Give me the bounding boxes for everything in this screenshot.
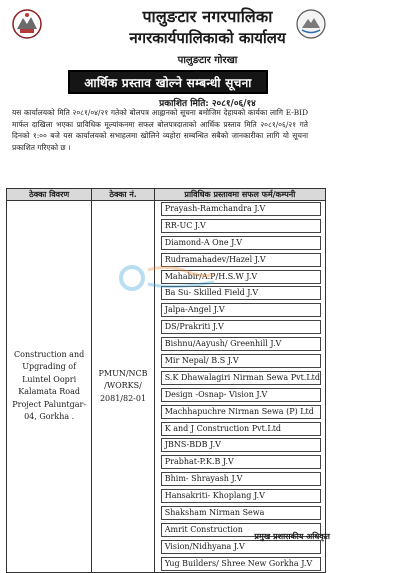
list-item: Ba Su- Skilled Field J.V: [161, 286, 321, 300]
list-item: K and J Construction Pvt.Ltd: [161, 422, 321, 436]
office-location: पालुङटार गोरखा: [177, 55, 238, 66]
header-contract-no: ठेक्का नं.: [92, 189, 154, 201]
list-item: JBNS-BDB J.V: [161, 438, 321, 452]
header-description: ठेक्का विवरण: [7, 189, 92, 201]
list-item: Machhapuchre Nirman Sewa (P) Ltd: [161, 405, 321, 419]
notice-heading: आर्थिक प्रस्ताव खोल्ने सम्बन्धी सूचना: [68, 70, 268, 94]
list-item: RR-UC J.V: [161, 219, 321, 233]
contract-number: PMUN/NCB /WORKS/ 2081/82-01: [92, 201, 154, 573]
list-item: Amrit Construction: [161, 523, 321, 537]
list-item: Mahabir/A.P/H.S.W J.V: [161, 270, 321, 284]
table-header-row: [7, 189, 326, 201]
list-item: Rudramahadev/Hazel J.V: [161, 253, 321, 267]
table-row: [7, 201, 326, 573]
list-item: Bishnu/Aayush/ Greenhill J.V: [161, 337, 321, 351]
notice-body: यस कार्यालयको मिति २०८१/०४/२१ गतेको बोलपत्र आह्वानको सूचना बमोजिम देहायको कार्यका लागि E-BID मार्फत दाखिला भएका प्राविधिक मूल्यांकनमा सफल बोलपत्रदाताको आर्थिक प्रस्ताव मिति २०८१/०६/२१ गते दिनको १:०० बजे यस कार्यालयको सभाहलमा खोलिने व्यहोरा सम्बन्धित सबैको जानकारीका लागि यो सूचना प्रकाशित गरिएको छ ।: [12, 108, 308, 152]
published-date: प्रकाशित मिति: २०८१/०६/१४: [159, 99, 256, 109]
list-item: Design -Osnap- Vision J.V: [161, 388, 321, 402]
list-item: Prayash-Ramchandra J.V: [161, 202, 321, 216]
list-item: Vision/Nidhyana J.V: [161, 540, 321, 554]
municipality-title: पालुङटार नगरपालिका: [142, 7, 273, 26]
list-item: DS/Prakriti J.V: [161, 320, 321, 334]
signatory: प्रमुख प्रशासकीय अधिकृत: [254, 531, 330, 541]
list-item: S.K Dhawalagiri Nirman Sewa Pvt.Ltd: [161, 371, 321, 385]
list-item: Diamond-A One J.V: [161, 236, 321, 250]
firm-list: [154, 201, 325, 573]
contract-description: Construction and Upgrading of Luintel Oopri Kalamata Road Project Paluntgar-04, Gorkha .: [7, 201, 92, 573]
list-item: Bhim- Shrayash J.V: [161, 472, 321, 486]
office-title: नगरकार्यपालिकाको कार्यालय: [129, 29, 286, 47]
list-item: Hansakriti- Khoplang J.V: [161, 489, 321, 503]
list-item: Prabhat-P.K.B J.V: [161, 455, 321, 469]
list-item: Jalpa-Angel J.V: [161, 303, 321, 317]
bidders-table: [6, 188, 326, 573]
list-item: Yug Builders/ Shree New Gorkha J.V: [161, 557, 321, 571]
list-item: Shaksham Nirman Sewa: [161, 506, 321, 520]
header-firms: प्राविधिक प्रस्तावमा सफल फर्म/कम्पनी: [154, 189, 325, 201]
list-item: Mir Nepal/ B.S J.V: [161, 354, 321, 368]
